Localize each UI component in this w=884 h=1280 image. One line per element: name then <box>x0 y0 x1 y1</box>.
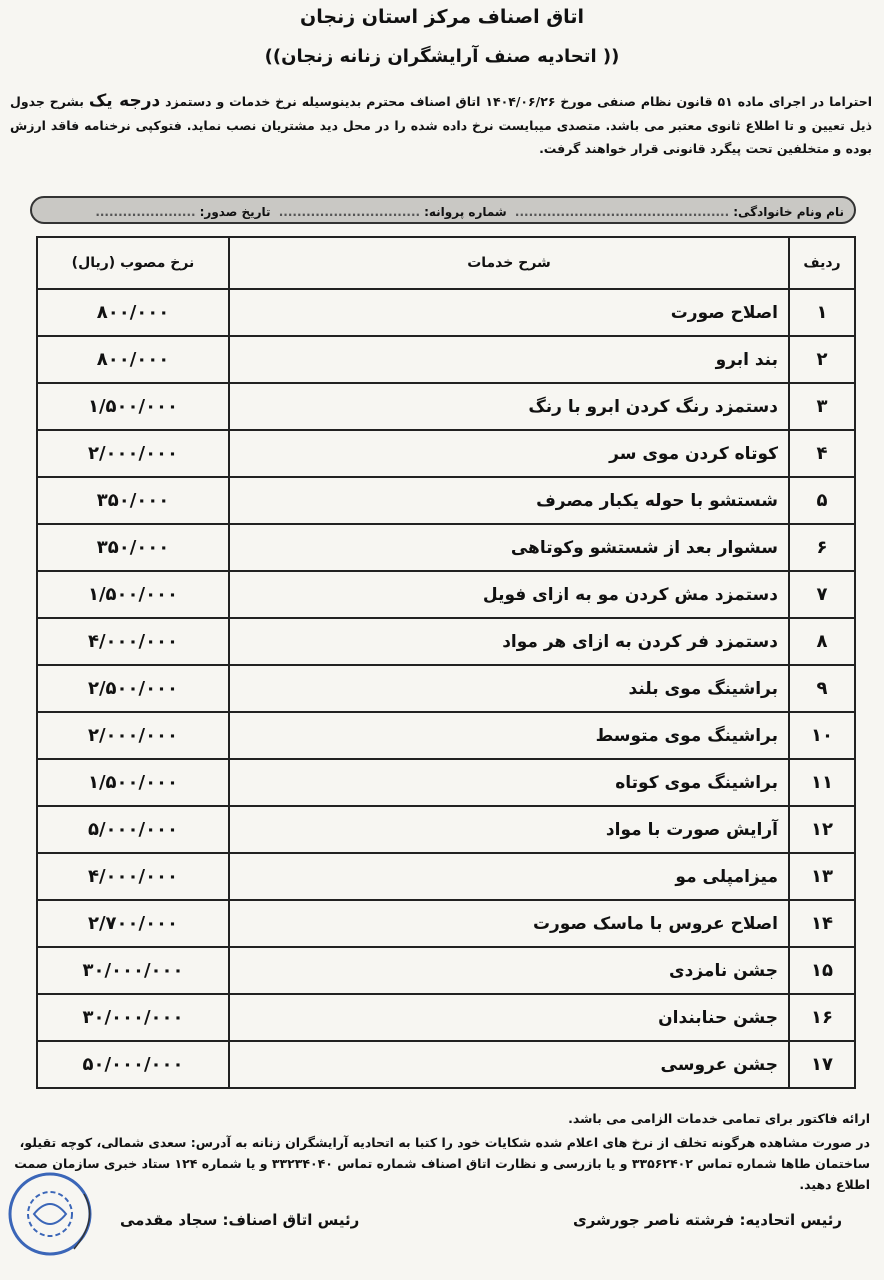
row-price: ۲/۵۰۰/۰۰۰ <box>37 665 229 712</box>
row-price: ۴/۰۰۰/۰۰۰ <box>37 853 229 900</box>
row-service: دستمزد مش کردن مو به ازای فویل <box>229 571 789 618</box>
row-price: ۱/۵۰۰/۰۰۰ <box>37 383 229 430</box>
row-index: ۱۷ <box>789 1041 855 1088</box>
row-service: میزامپلی مو <box>229 853 789 900</box>
date-label: تاریخ صدور: <box>199 205 271 219</box>
document-title: اتاق اصناف مرکز استان زنجان <box>300 6 584 28</box>
row-index: ۶ <box>789 524 855 571</box>
table-row <box>37 994 855 1041</box>
row-index: ۲ <box>789 336 855 383</box>
row-service: براشینگ موی متوسط <box>229 712 789 759</box>
intro-part1: احتراما در اجرای ماده ۵۱ قانون نظام صنفی مورخ ۱۴۰۴/۰۶/۲۶ اتاق اصناف محترم بدینوسیله نرخ خدمات و دستمزد <box>160 94 872 109</box>
row-index: ۱۲ <box>789 806 855 853</box>
row-index: ۵ <box>789 477 855 524</box>
row-price: ۳۵۰/۰۰۰ <box>37 477 229 524</box>
row-index: ۳ <box>789 383 855 430</box>
date-field[interactable]: ...................... <box>95 205 196 219</box>
header-index: ردیف <box>789 237 855 289</box>
table-row <box>37 947 855 994</box>
invoice-note: ارائه فاکتور برای تمامی خدمات الزامی می باشد. <box>568 1111 870 1126</box>
chamber-head-signature: رئیس اتاق اصناف: سجاد مقدمی <box>120 1211 360 1229</box>
row-service: دستمزد رنگ کردن ابرو با رنگ <box>229 383 789 430</box>
table-row <box>37 430 855 477</box>
intro-grade: درجه یک <box>88 91 161 111</box>
table-row <box>37 900 855 947</box>
row-service: براشینگ موی بلند <box>229 665 789 712</box>
official-stamp-icon <box>4 1164 104 1264</box>
row-price: ۸۰۰/۰۰۰ <box>37 289 229 336</box>
row-index: ۱۱ <box>789 759 855 806</box>
row-index: ۱ <box>789 289 855 336</box>
info-box <box>30 196 856 224</box>
table-row <box>37 759 855 806</box>
union-head-signature: رئیس اتحادیه: فرشته ناصر جورشری <box>572 1211 842 1229</box>
complaint-note: در صورت مشاهده هرگونه تخلف از نرخ های اعلام شده شکایات خود را کتبا به اتحادیه آرایشگران زنانه به آدرس: سعدی شمالی، کوچه تقیلو، ساختمان طاها شماره تماس ۳۳۵۶۲۴۰۲ و یا بازرسی و نظارت اتاق اصناف شماره تماس ۳۳۲۳۴۰۴۰ و یا شماره ۱۲۴ ستاد خبری سازمان صمت اطلاع دهید. <box>14 1135 870 1192</box>
row-index: ۴ <box>789 430 855 477</box>
row-service: براشینگ موی کوتاه <box>229 759 789 806</box>
header-price: نرخ مصوب (ریال) <box>37 237 229 289</box>
rates-table <box>36 236 856 1089</box>
table-row <box>37 289 855 336</box>
row-service: جشن عروسی <box>229 1041 789 1088</box>
row-service: بند ابرو <box>229 336 789 383</box>
row-service: جشن حنابندان <box>229 994 789 1041</box>
license-field[interactable]: ............................... <box>278 205 421 219</box>
table-row <box>37 336 855 383</box>
row-price: ۲/۷۰۰/۰۰۰ <box>37 900 229 947</box>
row-price: ۵۰/۰۰۰/۰۰۰ <box>37 1041 229 1088</box>
table-row <box>37 383 855 430</box>
table-row <box>37 524 855 571</box>
intro-paragraph <box>10 90 872 161</box>
row-price: ۸۰۰/۰۰۰ <box>37 336 229 383</box>
row-service: دستمزد فر کردن به ازای هر مواد <box>229 618 789 665</box>
row-index: ۱۴ <box>789 900 855 947</box>
row-index: ۱۶ <box>789 994 855 1041</box>
row-price: ۴/۰۰۰/۰۰۰ <box>37 618 229 665</box>
table-row <box>37 571 855 618</box>
row-index: ۱۵ <box>789 947 855 994</box>
table-row <box>37 665 855 712</box>
table-row <box>37 806 855 853</box>
row-index: ۸ <box>789 618 855 665</box>
row-service: شستشو با حوله یکبار مصرف <box>229 477 789 524</box>
row-service: سشوار بعد از شستشو وکوتاهی <box>229 524 789 571</box>
row-price: ۳۰/۰۰۰/۰۰۰ <box>37 994 229 1041</box>
table-body <box>37 289 855 1088</box>
row-index: ۱۰ <box>789 712 855 759</box>
row-price: ۳۰/۰۰۰/۰۰۰ <box>37 947 229 994</box>
row-price: ۲/۰۰۰/۰۰۰ <box>37 430 229 477</box>
row-index: ۱۳ <box>789 853 855 900</box>
table-header-row <box>37 237 855 289</box>
document-subtitle: (( اتحادیه صنف آرایشگران زنانه زنجان)) <box>264 46 620 67</box>
intro-part2: بشرح جدول ذیل تعیین و تا اطلاع ثانوی معتبر می باشد. متصدی میبایست نرخ داده شده را در محل دید مشتریان نصب نماید. فتوکپی نرخنامه فاقد ارزش بوده و متخلفین تحت پیگرد قانونی قرار خواهند گرفت. <box>10 94 872 156</box>
row-price: ۳۵۰/۰۰۰ <box>37 524 229 571</box>
row-service: کوتاه کردن موی سر <box>229 430 789 477</box>
row-index: ۹ <box>789 665 855 712</box>
row-service: جشن نامزدی <box>229 947 789 994</box>
row-index: ۷ <box>789 571 855 618</box>
name-label: نام ونام خانوادگی: <box>733 205 844 219</box>
row-service: اصلاح صورت <box>229 289 789 336</box>
row-price: ۱/۵۰۰/۰۰۰ <box>37 759 229 806</box>
name-field[interactable]: ............................................... <box>514 205 730 219</box>
table-row <box>37 477 855 524</box>
license-label: شماره پروانه: <box>424 205 507 219</box>
row-service: اصلاح عروس با ماسک صورت <box>229 900 789 947</box>
table-row <box>37 618 855 665</box>
table-row <box>37 712 855 759</box>
row-price: ۱/۵۰۰/۰۰۰ <box>37 571 229 618</box>
table-row <box>37 1041 855 1088</box>
row-service: آرایش صورت با مواد <box>229 806 789 853</box>
header-service: شرح خدمات <box>229 237 789 289</box>
row-price: ۵/۰۰۰/۰۰۰ <box>37 806 229 853</box>
row-price: ۲/۰۰۰/۰۰۰ <box>37 712 229 759</box>
table-row <box>37 853 855 900</box>
